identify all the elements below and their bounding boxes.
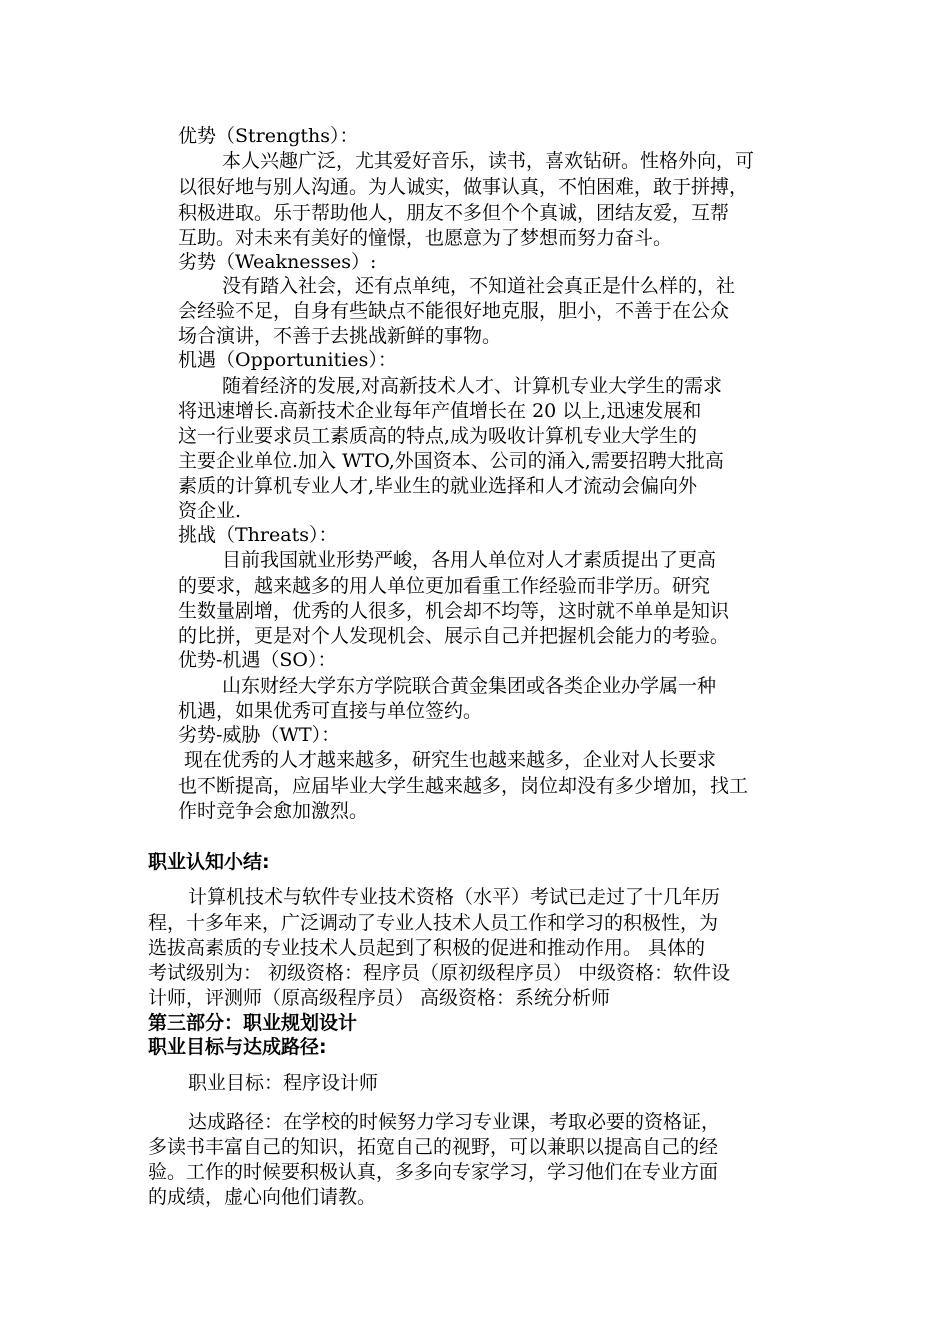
wt-heading: 劣势-威胁（WT）：: [178, 724, 341, 746]
path-line: 验。工作的时候要积极认真，多多向专家学习，学习他们在专业方面: [148, 1161, 719, 1183]
summary-line: 程，十多年来，广泛调动了专业人技术人员工作和学习的积极性，为: [148, 912, 719, 934]
opportunities-line: 资企业.: [178, 500, 242, 522]
weaknesses-line: 没有踏入社会，还有点单纯，不知道社会真正是什么样的，社: [222, 275, 736, 297]
summary-line: 计师，评测师（原高级程序员） 高级资格：系统分析师: [148, 987, 611, 1009]
so-line: 山东财经大学东方学院联合黄金集团或各类企业办学属一种: [222, 675, 717, 697]
opportunities-heading: 机遇（Opportunities）：: [178, 349, 397, 371]
weaknesses-heading: 劣势（Weaknesses）:: [178, 251, 377, 273]
strengths-heading: 优势（Strengths）：: [178, 125, 359, 147]
wt-line: 也不断提高，应届毕业大学生越来越多，岗位却没有多少增加，找工: [178, 775, 749, 797]
so-line: 机遇，如果优秀可直接与单位签约。: [178, 700, 483, 722]
opportunities-line: 素质的计算机专业人才,毕业生的就业选择和人才流动会偏向外: [178, 475, 698, 497]
goal-heading: 职业目标与达成路径:: [148, 1036, 327, 1058]
strengths-line: 以很好地与别人沟通。为人诚实，做事认真，不怕困难，敢于拼搏，: [178, 176, 749, 198]
weaknesses-line: 场合演讲，不善于去挑战新鲜的事物。: [178, 325, 502, 347]
opportunities-line: 随着经济的发展,对高新技术人才、计算机专业大学生的需求: [222, 375, 723, 397]
threats-line: 生数量剧增，优秀的人很多，机会却不均等，这时就不单单是知识: [178, 600, 730, 622]
strengths-line: 本人兴趣广泛，尤其爱好音乐，读书，喜欢钻研。性格外向，可: [222, 150, 755, 172]
opportunities-line: 主要企业单位.加入 WTO,外国资本、公司的涌入,需要招聘大批高: [178, 450, 724, 472]
strengths-line: 积极进取。乐于帮助他人，朋友不多但个个真诚，团结友爱，互帮: [178, 202, 730, 224]
so-heading: 优势-机遇（SO）：: [178, 649, 337, 671]
opportunities-line: 这一行业要求员工素质高的特点,成为吸收计算机专业大学生的: [178, 425, 698, 447]
part3-title: 第三部分：职业规划设计: [148, 1012, 358, 1034]
wt-line: 现在优秀的人才越来越多，研究生也越来越多，企业对人长要求: [184, 749, 717, 771]
path-line: 多读书丰富自己的知识，拓宽自己的视野，可以兼职以提高自己的经: [148, 1136, 719, 1158]
threats-line: 的要求，越来越多的用人单位更加看重工作经验而非学历。研究: [178, 575, 711, 597]
opportunities-line: 将迅速增长.高新技术企业每年产值增长在 20 以上,迅速发展和: [178, 400, 702, 422]
summary-heading: 职业认知小结:: [148, 851, 270, 873]
strengths-line: 互助。对未来有美好的憧憬，也愿意为了梦想而努力奋斗。: [178, 227, 673, 249]
goal-line: 职业目标：程序设计师: [188, 1072, 379, 1094]
wt-line: 作时竞争会愈加激烈。: [178, 800, 369, 822]
summary-line: 选拔高素质的专业技术人员起到了积极的促进和推动作用。 具体的: [148, 937, 706, 959]
threats-heading: 挑战（Threats）：: [178, 524, 338, 546]
threats-line: 的比拼，更是对个人发现机会、展示自己并把握机会能力的考验。: [178, 625, 730, 647]
weaknesses-line: 会经验不足，自身有些缺点不能很好地克服，胆小，不善于在公众: [178, 300, 730, 322]
path-line: 达成路径：在学校的时候努力学习专业课，考取必要的资格证，: [188, 1111, 721, 1133]
summary-line: 考试级别为： 初级资格：程序员（原初级程序员） 中级资格：软件设: [148, 962, 731, 984]
path-line: 的成绩，虚心向他们请教。: [148, 1186, 377, 1208]
summary-line: 计算机技术与软件专业技术资格（水平）考试已走过了十几年历: [188, 886, 721, 908]
threats-line: 目前我国就业形势严峻，各用人单位对人才素质提出了更高: [222, 549, 717, 571]
